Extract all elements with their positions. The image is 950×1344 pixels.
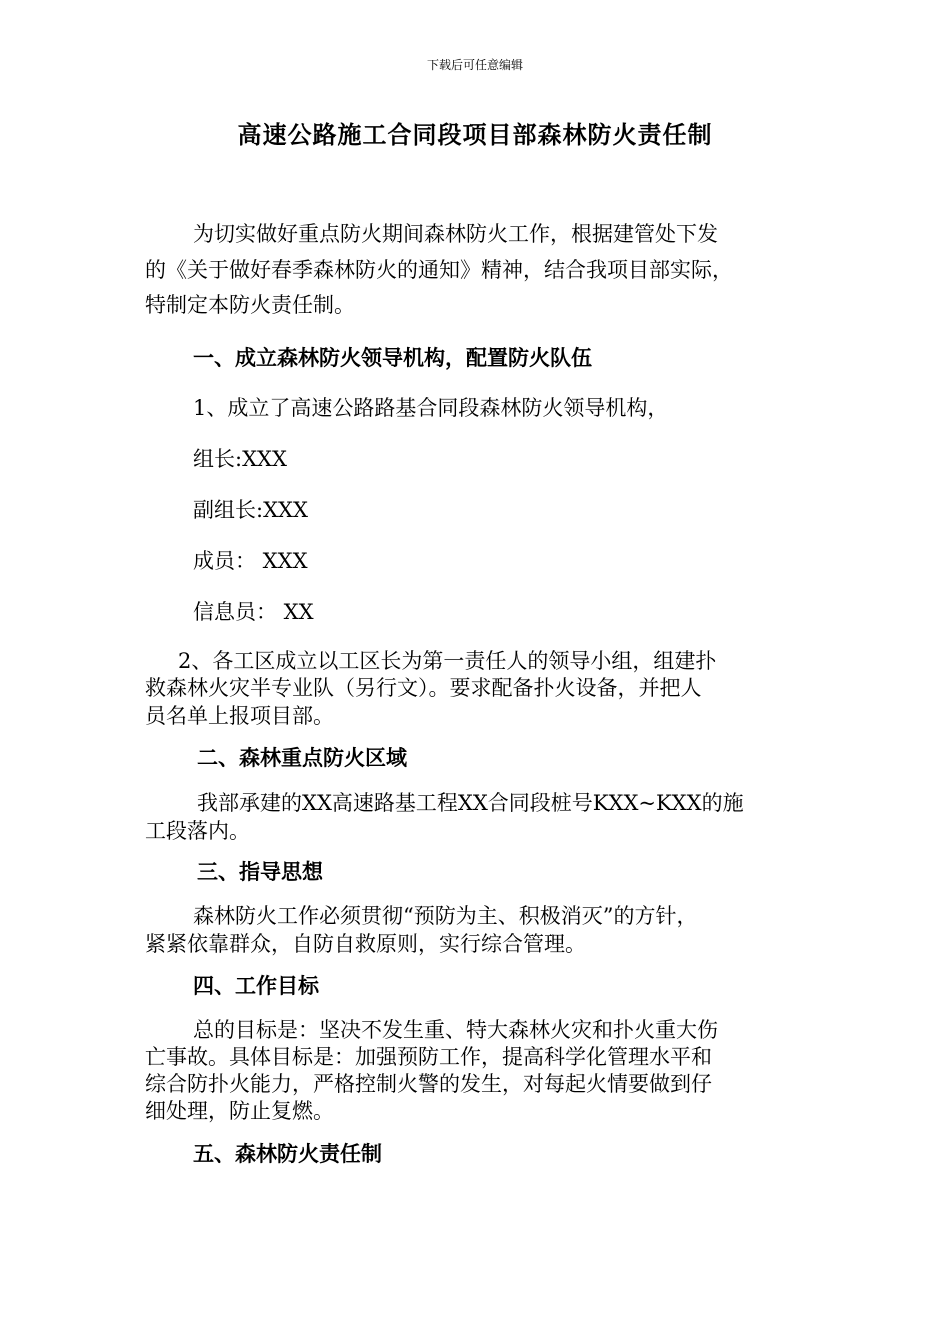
section-4-line-1: 总的目标是：坚决不发生重、特大森林火灾和扑火重大伤 bbox=[193, 1018, 718, 1042]
info-officer-line: 信息员： XX bbox=[193, 600, 314, 624]
section-5-heading: 五、森林防火责任制 bbox=[193, 1142, 382, 1166]
intro-line-3: 特制定本防火责任制。 bbox=[145, 293, 355, 317]
header-note: 下载后可任意编辑 bbox=[426, 58, 523, 72]
section-3-line-1: 森林防火工作必须贯彻“预防为主、积极消灭”的方针， bbox=[193, 904, 698, 928]
section-3-heading: 三、指导思想 bbox=[197, 860, 323, 884]
section-2-line-2: 工段落内。 bbox=[145, 819, 250, 843]
section-1-item-2-line-2: 救森林火灾半专业队（另行文）。要求配备扑火设备，并把人 bbox=[145, 676, 702, 700]
section-1-heading: 一、成立森林防火领导机构，配置防火队伍 bbox=[193, 346, 592, 370]
section-1-item-2-line-1: 2、各工区成立以工区长为第一责任人的领导小组，组建扑 bbox=[178, 649, 717, 673]
section-1-item-1: 1、成立了高速公路路基合同段森林防火领导机构， bbox=[193, 396, 669, 420]
members-line: 成员： XXX bbox=[193, 549, 308, 573]
section-1-item-2-line-3: 员名单上报项目部。 bbox=[145, 704, 334, 728]
leader-line: 组长:XXX bbox=[193, 447, 287, 471]
section-2-heading: 二、森林重点防火区域 bbox=[197, 746, 407, 770]
section-4-line-3: 综合防扑火能力，严格控制火警的发生，对每起火情要做到仔 bbox=[145, 1072, 712, 1096]
intro-line-2: 的《关于做好春季森林防火的通知》精神，结合我项目部实际， bbox=[145, 258, 733, 282]
section-2-line-1: 我部承建的XX高速路基工程XX合同段桩号KXX~KXX的施 bbox=[197, 791, 744, 815]
section-3-line-2: 紧紧依靠群众，自防自救原则，实行综合管理。 bbox=[145, 932, 586, 956]
page-title: 高速公路施工合同段项目部森林防火责任制 bbox=[237, 120, 713, 149]
section-4-line-4: 细处理，防止复燃。 bbox=[145, 1099, 334, 1123]
section-4-line-2: 亡事故。具体目标是：加强预防工作，提高科学化管理水平和 bbox=[145, 1045, 712, 1069]
section-4-heading: 四、工作目标 bbox=[193, 974, 319, 998]
intro-line-1: 为切实做好重点防火期间森林防火工作，根据建管处下发 bbox=[193, 222, 718, 246]
deputy-leader-line: 副组长:XXX bbox=[193, 498, 308, 522]
